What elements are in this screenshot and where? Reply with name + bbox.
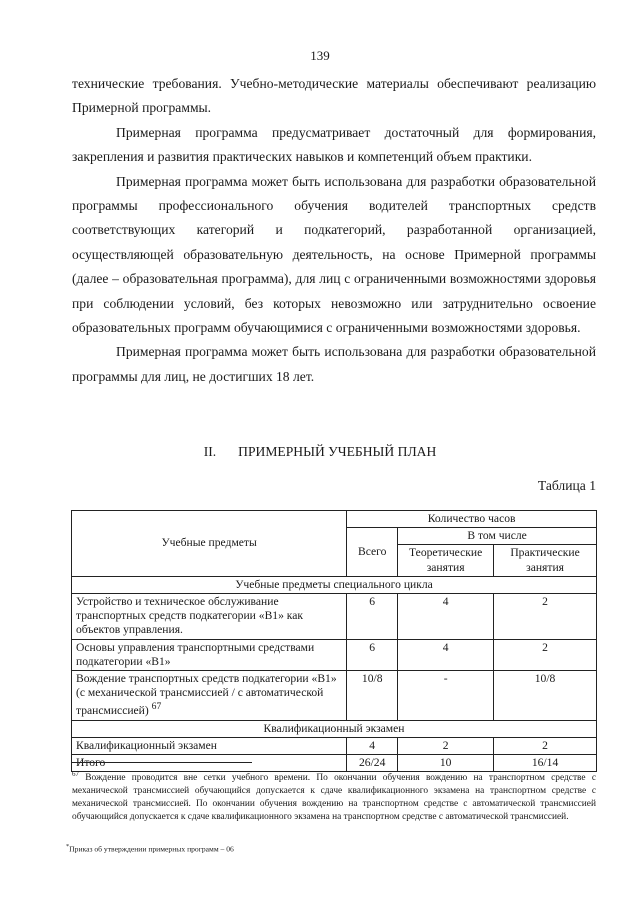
footnote-ref: 67 [151,701,162,713]
practice-cell: 2 [494,639,597,670]
table-row [72,671,597,720]
total-cell: 26/24 [347,754,398,771]
subject-cell [72,671,347,720]
header-subjects: Учебные предметы [72,511,347,577]
total-cell: 4 [347,737,398,754]
paragraph-2: Примерная программа предусматривает достаточный для формирования, закрепления и развития практических навыков и компетенций объем практики. [72,124,596,165]
body-text [72,72,596,389]
header-including: В том числе [398,528,597,545]
practice-cell: 10/8 [494,671,597,720]
order-note-mark: * [66,843,70,850]
theory-cell: 10 [398,754,494,771]
paragraph-4: Примерная программа может быть использована для разработки образовательной программы для лиц, не достигших 18 лет. [72,344,596,384]
group-exam: Квалификационный экзамен [72,720,597,737]
subject-text: Вождение транспортных средств подкатегории «B1» (с механической трансмиссией / с автоматической трансмиссией) [76,672,337,718]
table-header-row [72,511,597,528]
paragraph-1: технические требования. Учебно-методические материалы обеспечивают реализацию Примерной программы. [72,76,596,116]
section-heading [0,444,640,460]
footnote-divider [72,762,252,763]
total-cell: 6 [347,594,398,640]
table-row [72,639,597,670]
theory-cell: 2 [398,737,494,754]
subject-cell: Основы управления транспортными средствами подкатегории «B1» [72,639,347,670]
table-group-row [72,720,597,737]
theory-cell: - [398,671,494,720]
footnote [72,768,596,824]
subject-cell: Устройство и техническое обслуживание транспортных средств подкатегории «B1» как объектов управления. [72,594,347,640]
header-total: Всего [347,528,398,577]
theory-cell: 4 [398,594,494,640]
header-hours: Количество часов [347,511,597,528]
subject-cell: Квалификационный экзамен [72,737,347,754]
table-caption: Таблица 1 [537,478,596,493]
footnote-mark: 67 [72,770,79,778]
subject-cell: Итого [72,754,347,771]
total-cell: 6 [347,639,398,670]
curriculum-table [71,510,597,772]
practice-cell: 2 [494,737,597,754]
table-group-row [72,576,597,593]
table-row [72,594,597,640]
theory-cell: 4 [398,639,494,670]
section-title: ПРИМЕРНЫЙ УЧЕБНЫЙ ПЛАН [238,444,437,459]
order-note [66,843,234,854]
practice-cell: 2 [494,594,597,640]
order-note-text: Приказ об утверждении примерных программ – 06 [69,844,234,854]
practice-cell: 16/14 [494,754,597,771]
group-special-cycle: Учебные предметы специального цикла [72,576,597,593]
total-cell: 10/8 [347,671,398,720]
footnote-text: Вождение проводится вне сетки учебного времени. По окончании обучения вождению на транспортном средстве с механической трансмиссией обучающийся допускается к сдаче квалификационного экзамена на транспортном средстве с механической трансмиссией. По окончании обучения вождению на транспортном средстве с автоматической трансмиссией обучающийся допускается к сдаче квалификационного экзамена на транспортном средстве с автоматической трансмиссией. [72,773,596,823]
section-number: II. [203,444,217,459]
table-row [72,737,597,754]
header-theory: Теоретические занятия [398,545,494,576]
paragraph-3: Примерная программа может быть использована для разработки образовательной программы профессионального обучения водителей транспортных средств соответствующих категорий и подкатегорий, разработанной организацией, осуществляющей образовательную деятельность, на основе Примерной программы (далее – образовательная программа), для лиц с ограниченными возможностями здоровья при соблюдении условий, без которых невозможно или затруднительно освоение образовательных программ обучающимися с ограниченными возможностями здоровья. [72,173,596,336]
page-number: 139 [310,48,330,63]
header-practice: Практические занятия [494,545,597,576]
